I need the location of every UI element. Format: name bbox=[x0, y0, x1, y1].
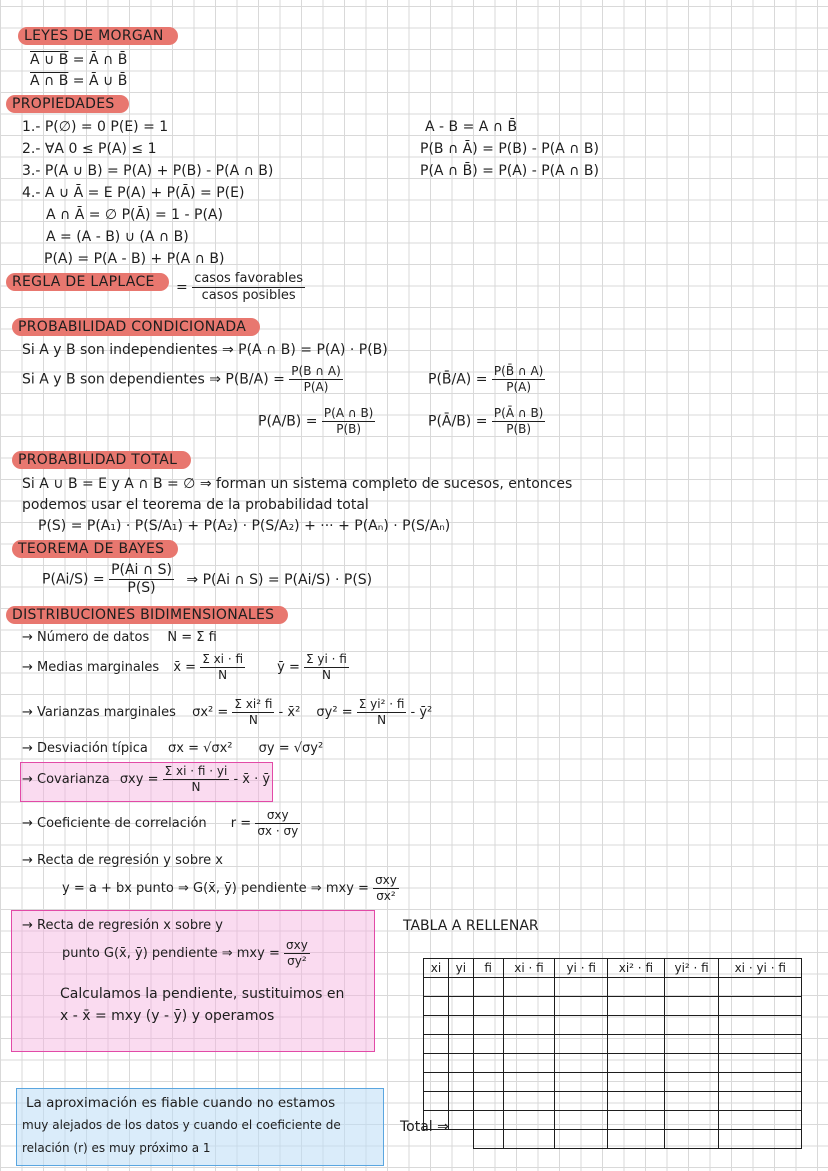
table-header-xi: xi bbox=[424, 959, 449, 978]
conditional-formula-4: P(Ā/B) = $\frac{P(Ā \cap B)}{P(B)}$ bbox=[428, 406, 544, 436]
conditional-fraction-4: $\frac{P(Ā \cap B)}{P(B)}$ bbox=[493, 406, 544, 436]
reg-x-on-y-fraction: $\frac{\text{σxy}}{\text{σy²}}$ bbox=[285, 938, 308, 968]
bidim-n: → Número de datos N = Σ fi bbox=[22, 630, 217, 645]
reg-x-on-y-text-2: x - x̄ = mxy (y - ȳ) y operamos bbox=[60, 1008, 275, 1024]
var-y-fraction: $\frac{\text{Σ yi² · fi}}{N}$ bbox=[358, 697, 405, 727]
bidim-variances: → Varianzas marginales σx² = $\frac{\text{Σ xi² fi}}{N}$ - x̄² σy² = $\frac{\text{Σ yi² · fi}}{N}$ - ȳ² bbox=[22, 697, 433, 727]
bayes-fraction: $\frac{P(Ai \cap S)}{P(S)}$ bbox=[111, 562, 172, 596]
table-total-row bbox=[424, 1130, 802, 1149]
covariance-fraction: $\frac{\text{Σ xi · fi · yi}}{N}$ bbox=[164, 764, 228, 794]
bidim-title: DISTRIBUCIONES BIDIMENSIONALES bbox=[6, 606, 288, 624]
conditional-line-2: Si A y B son dependientes ⇒ P(B/A) = $\frac{P(B \cap A)}{P(A)}$ bbox=[22, 364, 341, 394]
table-header-xi-fi: xi · fi bbox=[503, 959, 555, 978]
table-total-label: Total ⇒ bbox=[400, 1119, 449, 1135]
total-line-1: Si A ∪ B = E y A ∩ B = ∅ ⇒ forman un sistema completo de sucesos, entonces bbox=[22, 476, 573, 492]
table-row bbox=[424, 1111, 802, 1130]
conditional-formula-3: P(A/B) = $\frac{P(A \cap B)}{P(B)}$ bbox=[258, 406, 374, 436]
conditional-line-1: Si A y B son independientes ⇒ P(A ∩ B) = P(A) · P(B) bbox=[22, 342, 388, 358]
property-7: P(A) = P(A - B) + P(A ∩ B) bbox=[44, 251, 225, 267]
reg-x-on-y-line: punto G(x̄, ȳ) pendiente ⇒ mxy = $\frac{\text{σxy}}{\text{σy²}}$ bbox=[62, 938, 308, 968]
reg-x-on-y-label: → Recta de regresión x sobre y bbox=[22, 918, 223, 933]
total-formula: P(S) = P(A₁) · P(S/A₁) + P(A₂) · P(S/A₂) + ··· + P(Aₙ) · P(S/Aₙ) bbox=[38, 518, 451, 534]
morgan-law-1: A ∪ B = Ā ∩ B̄ bbox=[30, 52, 128, 68]
mean-y-fraction: $\frac{\text{Σ yi · fi}}{N}$ bbox=[306, 652, 347, 682]
bidim-correlation: → Coeficiente de correlación r = $\frac{\text{σxy}}{\sigma x \cdot \sigma y}$ bbox=[22, 808, 299, 838]
bayes-title: TEOREMA DE BAYES bbox=[12, 540, 178, 558]
table-header-row bbox=[424, 959, 802, 978]
table-row bbox=[424, 1073, 802, 1092]
table-title: TABLA A RELLENAR bbox=[403, 918, 539, 934]
table-row bbox=[424, 997, 802, 1016]
property-3: 3.- P(A ∪ B) = P(A) + P(B) - P(A ∩ B) bbox=[22, 163, 274, 179]
morgan-law-2: A ∩ B = Ā ∪ B̄ bbox=[30, 73, 128, 89]
table-header-fi: fi bbox=[473, 959, 503, 978]
mean-x-fraction: $\frac{\text{Σ xi · fi}}{N}$ bbox=[202, 652, 244, 682]
fill-table bbox=[423, 958, 802, 1149]
property-4: 4.- A ∪ Ā = E P(A) + P(Ā) = P(E) bbox=[22, 185, 245, 201]
bidim-covariance: → Covarianza σxy = $\frac{\text{Σ xi · fi · yi}}{N}$ - x̄ · ȳ bbox=[22, 764, 271, 794]
table-header-xi2-fi: xi² · fi bbox=[608, 959, 665, 978]
laplace-title: REGLA DE LAPLACE bbox=[6, 273, 169, 291]
note-line-1: La aproximación es fiable cuando no estamos bbox=[26, 1095, 336, 1111]
property-right-1: A - B = A ∩ B̄ bbox=[425, 119, 518, 135]
laplace-formula: = $\frac{\text{casos favorables}}{\text{casos posibles}}$ bbox=[176, 271, 304, 303]
table-row bbox=[424, 978, 802, 997]
reg-x-on-y-text-1: Calculamos la pendiente, sustituimos en bbox=[60, 986, 345, 1002]
property-1: 1.- P(∅) = 0 P(E) = 1 bbox=[22, 119, 169, 135]
reg-y-on-x-fraction: $\frac{\text{σxy}}{\text{σx²}}$ bbox=[375, 873, 397, 903]
property-right-3: P(A ∩ B̄) = P(A) - P(A ∩ B) bbox=[420, 163, 599, 179]
table-row bbox=[424, 1016, 802, 1035]
table-header-yi2-fi: yi² · fi bbox=[664, 959, 719, 978]
total-title: PROBABILIDAD TOTAL bbox=[12, 451, 191, 469]
property-2: 2.- ∀A 0 ≤ P(A) ≤ 1 bbox=[22, 141, 157, 157]
property-right-2: P(B ∩ Ā) = P(B) - P(A ∩ B) bbox=[420, 141, 599, 157]
table-header-yi: yi bbox=[448, 959, 473, 978]
laplace-fraction: $\frac{\text{casos favorables}}{\text{casos posibles}}$ bbox=[194, 271, 304, 303]
bidim-sd: → Desviación típica σx = √σx² σy = √σy² bbox=[22, 741, 324, 756]
table-header-yi-fi: yi · fi bbox=[555, 959, 608, 978]
bidim-means: → Medias marginales x̄ = $\frac{\text{Σ xi · fi}}{N}$ ȳ = $\frac{\text{Σ yi · fi}}{N}$ bbox=[22, 652, 347, 682]
bayes-formula: P(Ai/S) = $\frac{P(Ai \cap S)}{P(S)}$ ⇒ P(Ai ∩ S) = P(Ai/S) · P(S) bbox=[42, 562, 373, 596]
total-line-2: podemos usar el teorema de la probabilidad total bbox=[22, 497, 369, 513]
reg-y-on-x-line: y = a + bx punto ⇒ G(x̄, ȳ) pendiente ⇒ mxy = $\frac{\text{σxy}}{\text{σx²}}$ bbox=[62, 873, 397, 903]
note-line-3: relación (r) es muy próximo a 1 bbox=[22, 1141, 211, 1155]
conditional-fraction-3: $\frac{P(A \cap B)}{P(B)}$ bbox=[323, 406, 374, 436]
property-6: A = (A - B) ∪ (A ∩ B) bbox=[46, 229, 189, 245]
table-header-xi-yi-fi: xi · yi · fi bbox=[719, 959, 802, 978]
morgan-title: LEYES DE MORGAN bbox=[18, 27, 178, 45]
conditional-fraction-1: $\frac{P(B \cap A)}{P(A)}$ bbox=[291, 364, 341, 394]
table-row bbox=[424, 1035, 802, 1054]
conditional-fraction-2: $\frac{P(B̄ \cap A)}{P(A)}$ bbox=[493, 364, 544, 394]
table-row bbox=[424, 1054, 802, 1073]
correlation-fraction: $\frac{\text{σxy}}{\sigma x \cdot \sigma y}$ bbox=[257, 808, 299, 838]
conditional-title: PROBABILIDAD CONDICIONADA bbox=[12, 318, 260, 336]
properties-title: PROPIEDADES bbox=[6, 95, 129, 113]
note-line-2: muy alejados de los datos y cuando el coeficiente de bbox=[22, 1118, 341, 1132]
table-row bbox=[424, 1092, 802, 1111]
var-x-fraction: $\frac{\text{Σ xi² fi}}{N}$ bbox=[234, 697, 273, 727]
reg-y-on-x-label: → Recta de regresión y sobre x bbox=[22, 853, 223, 868]
property-5: A ∩ Ā = ∅ P(Ā) = 1 - P(A) bbox=[46, 207, 223, 223]
conditional-formula-2: P(B̄/A) = $\frac{P(B̄ \cap A)}{P(A)}$ bbox=[428, 364, 544, 394]
